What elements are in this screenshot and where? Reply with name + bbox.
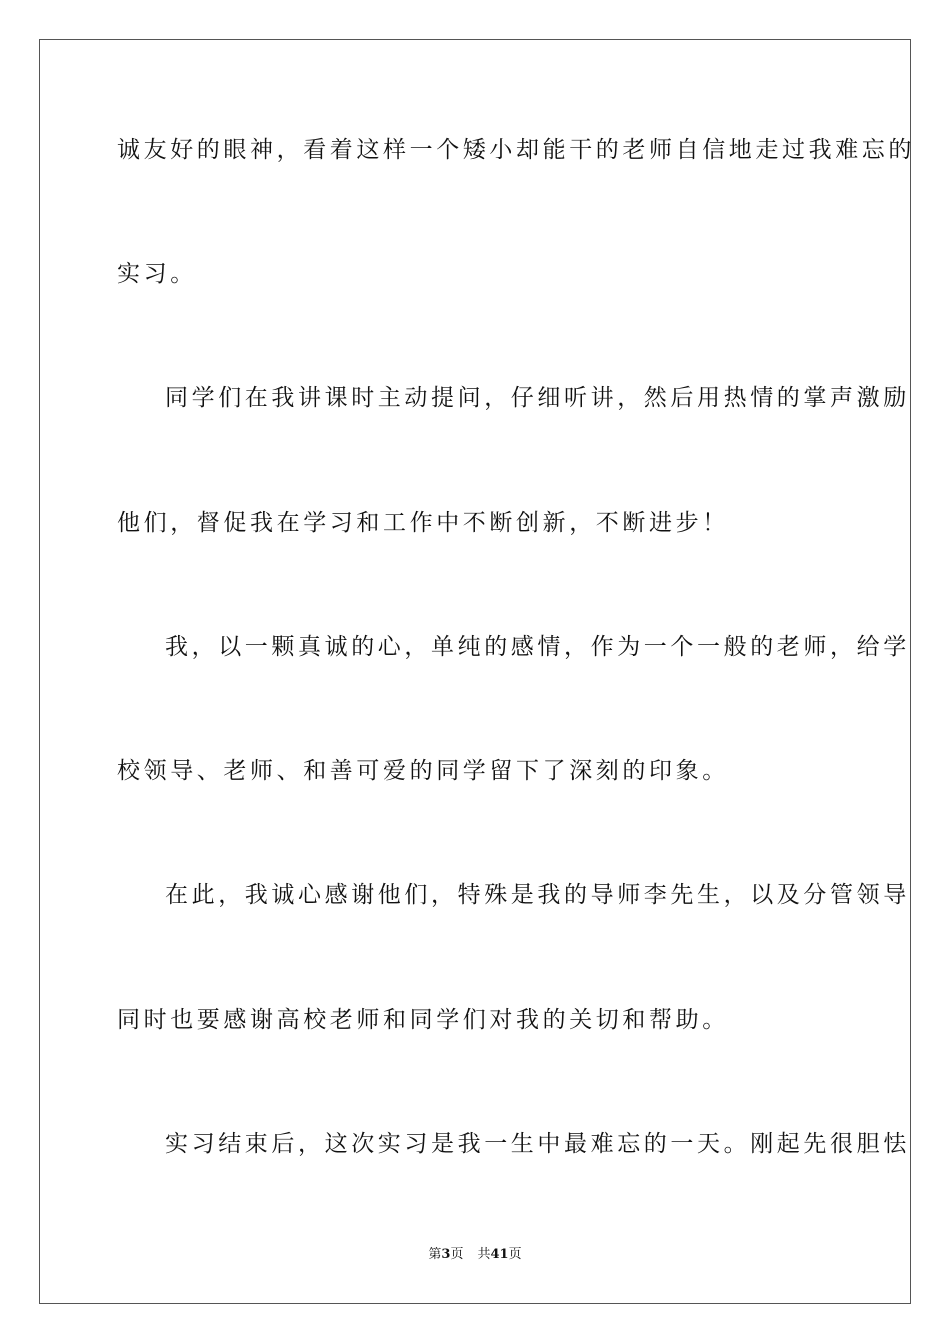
page-prefix: 第	[428, 1247, 442, 1262]
text-line-8: 同时也要感谢高校老师和同学们对我的关切和帮助。	[117, 1007, 729, 1033]
total-pages: 41	[490, 1247, 509, 1262]
page-frame	[39, 39, 915, 1304]
paragraph-start-line: 在此，我诚心感谢他们，特殊是我的导师李先生，以及分管领导	[165, 882, 910, 908]
paragraph-start-line: 我，以一颗真诚的心，单纯的感情，作为一个一般的老师，给学	[165, 634, 910, 660]
total-suffix: 页	[508, 1247, 522, 1262]
text-line-6: 校领导、老师、和善可爱的同学留下了深刻的印象。	[117, 758, 729, 784]
text-line-4: 他们，督促我在学习和工作中不断创新，不断进步！	[117, 510, 729, 536]
paragraph-start-line: 同学们在我讲课时主动提问，仔细听讲，然后用热情的掌声激励	[165, 385, 910, 411]
page-number: 3	[441, 1247, 451, 1262]
text-line-1: 诚友好的眼神，看着这样一个矮小却能干的老师自信地走过我难忘的	[117, 137, 915, 163]
page-footer	[0, 1246, 950, 1264]
paragraph-start-line: 实习结束后，这次实习是我一生中最难忘的一天。刚起先很胆怯	[165, 1131, 910, 1157]
page-suffix: 页	[450, 1247, 464, 1262]
total-prefix: 共	[477, 1247, 491, 1262]
text-line-2: 实习。	[117, 261, 197, 287]
